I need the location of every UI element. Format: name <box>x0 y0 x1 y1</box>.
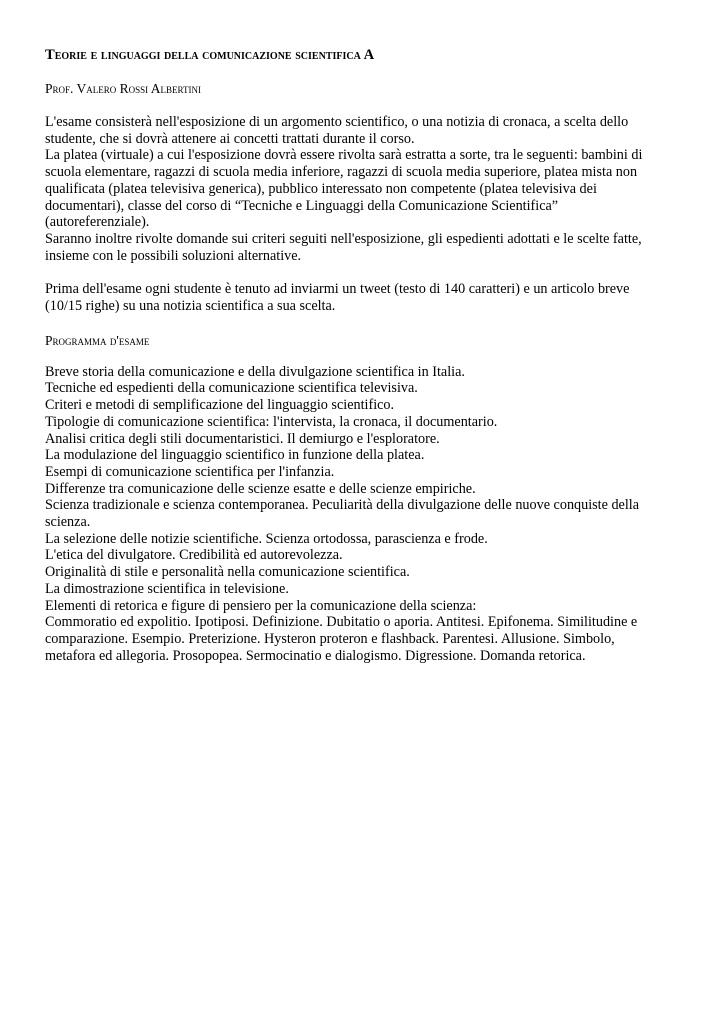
intro-line: scuola elementare, ragazzi di scuola media inferiore, ragazzi di scuola media superiore, platea mista non <box>45 164 638 181</box>
program-line: Elementi di retorica e figure di pensiero per la comunicazione della scienza: <box>45 597 477 614</box>
program-line: comparazione. Esempio. Preterizione. Hysteron proteron e flashback. Parentesi. Allusione. Simbolo, <box>45 630 615 647</box>
document-title: Teorie e linguaggi della comunicazione scientifica A <box>45 47 375 63</box>
program-line: Commoratio ed expolitio. Ipotiposi. Definizione. Dubitatio o aporia. Antitesi. Epifonema. Similitudine e <box>45 614 638 631</box>
program-line: Criteri e metodi di semplificazione del linguaggio scientifico. <box>45 397 395 414</box>
intro-line: La platea (virtuale) a cui l'esposizione dovrà essere rivolta sarà estratta a sorte, tra le seguenti: bambini di <box>45 147 643 164</box>
intro-line: L'esame consisterà nell'esposizione di un argomento scientifico, o una notizia di cronaca, a scelta dello <box>45 114 629 130</box>
intro-line: (autoreferenziale). <box>45 214 150 231</box>
program-line: scienza. <box>45 514 91 531</box>
program-line: L'etica del divulgatore. Credibilità ed autorevolezza. <box>45 547 343 564</box>
program-line: Tipologie di comunicazione scientifica: l'intervista, la cronaca, il documentario. <box>45 413 498 430</box>
program-line: Esempi di comunicazione scientifica per l'infanzia. <box>45 463 335 480</box>
intro-line: insieme con le possibili soluzioni alternative. <box>45 247 302 264</box>
program-line: Breve storia della comunicazione e della divulgazione scientifica in Italia. <box>45 363 465 380</box>
tweet-paragraph <box>45 281 685 314</box>
professor-name: Prof. Valero Rossi Albertini <box>45 81 201 96</box>
program-line: Originalità di stile e personalità nella comunicazione scientifica. <box>45 564 410 581</box>
program-line: Scienza tradizionale e scienza contemporanea. Peculiarità della divulgazione delle nuove conquiste della <box>45 497 640 514</box>
intro-line: documentari), classe del corso di “Tecniche e Linguaggi della Comunicazione Scientifica” <box>45 197 559 214</box>
program-heading: Programma d'esame <box>45 332 150 348</box>
tweet-line: (10/15 righe) su una notizia scientifica a sua scelta. <box>45 298 336 315</box>
program-line: Tecniche ed espedienti della comunicazione scientifica televisiva. <box>45 380 418 397</box>
program-list <box>45 364 685 665</box>
program-line: La dimostrazione scientifica in televisione. <box>45 580 289 597</box>
intro-line: Saranno inoltre rivolte domande sui criteri seguiti nell'esposizione, gli espedienti adottati e le scelte fatte, <box>45 230 642 247</box>
program-line: La modulazione del linguaggio scientifico in funzione della platea. <box>45 447 425 464</box>
intro-paragraph <box>45 114 685 264</box>
tweet-line: Prima dell'esame ogni studente è tenuto ad inviarmi un tweet (testo di 140 caratteri) e un articolo breve <box>45 281 630 298</box>
program-line: Analisi critica degli stili documentaristici. Il demiurgo e l'esploratore. <box>45 430 440 447</box>
program-line: La selezione delle notizie scientifiche. Scienza ortodossa, parascienza e frode. <box>45 530 488 547</box>
document-page <box>45 46 685 664</box>
intro-line: studente, che si dovrà attenere ai concetti trattati durante il corso. <box>45 130 415 147</box>
program-line: Differenze tra comunicazione delle scienze esatte e delle scienze empiriche. <box>45 480 476 497</box>
program-line: metafora ed allegoria. Prosopopea. Sermocinatio e dialogismo. Digressione. Domanda retorica. <box>45 647 586 664</box>
intro-line: qualificata (platea televisiva generica), pubblico interessato non competente (platea televisiva dei <box>45 180 597 197</box>
